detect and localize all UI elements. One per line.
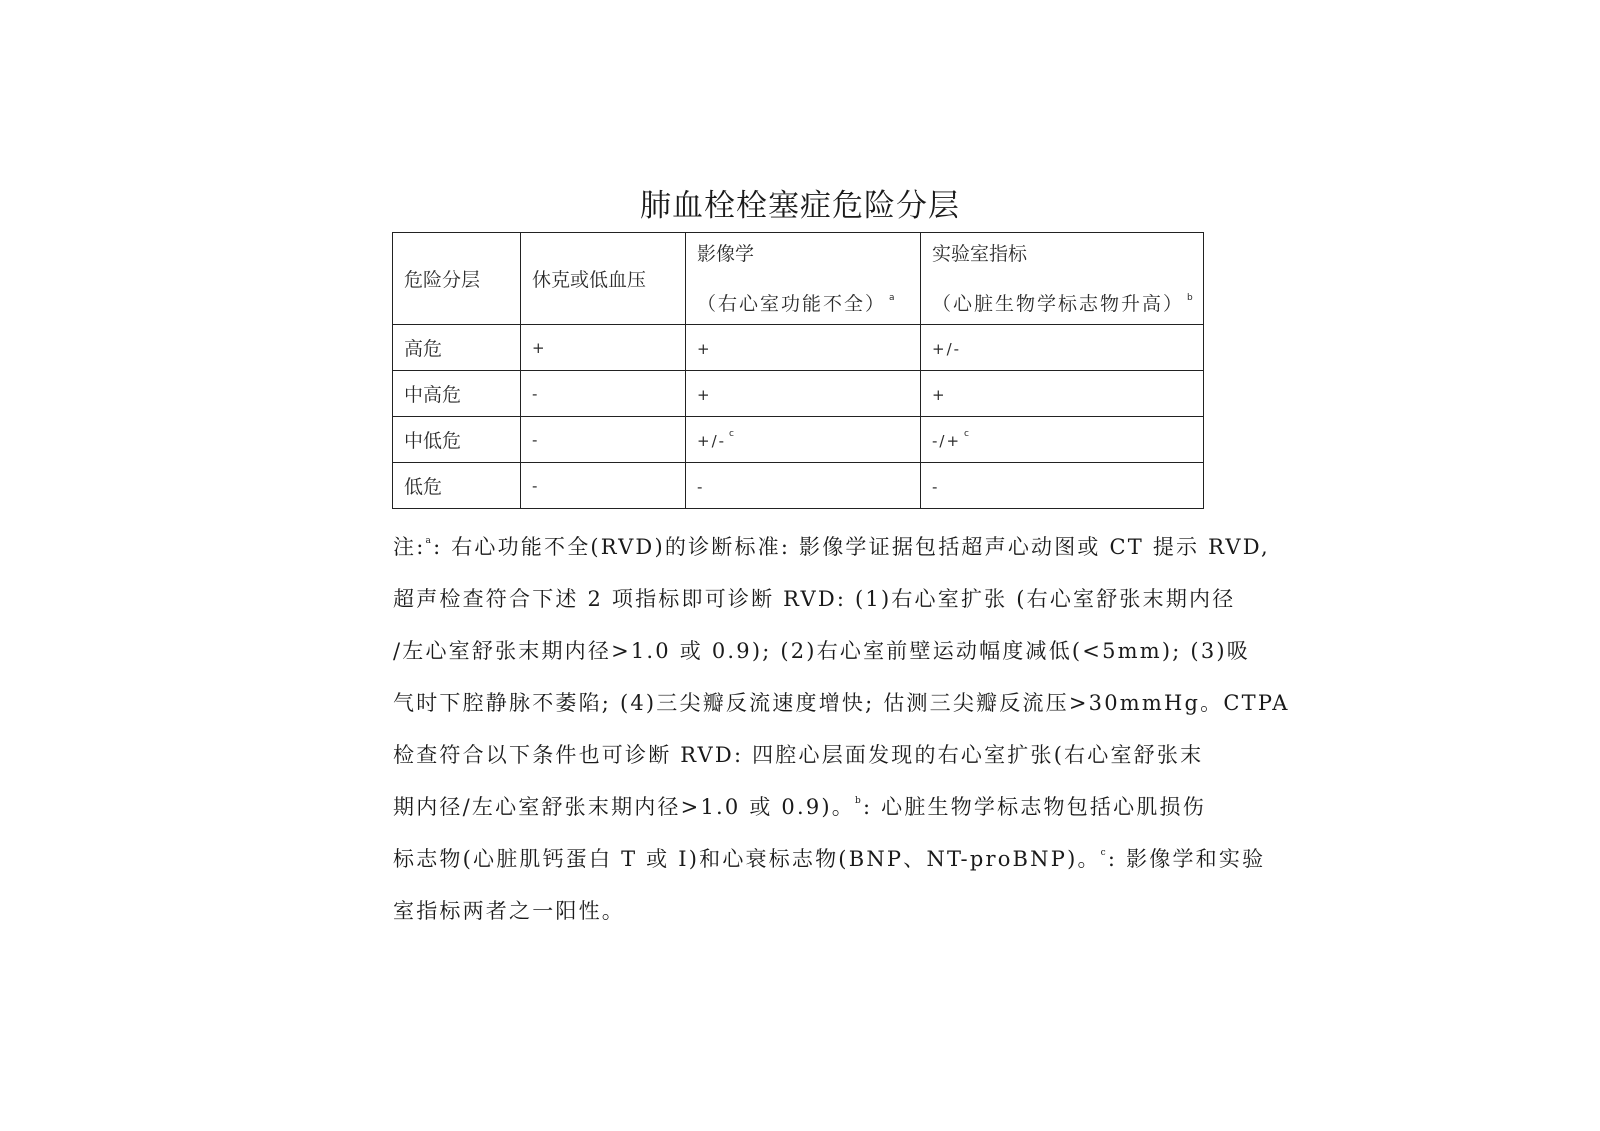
cell-value: -/+ <box>932 432 962 450</box>
header-label: 实验室指标 <box>932 242 1028 265</box>
cell-value: + <box>697 386 712 404</box>
note-text: 超声检查符合下述 2 项指标即可诊断 RVD: (1)右心室扩张 (右心室舒张末期内径 <box>393 587 1236 611</box>
note-text: 期内径/左心室舒张末期内径>1.0 或 0.9)。 <box>393 795 856 819</box>
footnote-marker: a <box>425 536 434 546</box>
cell-shock: - <box>521 417 686 463</box>
header-label: 影像学 <box>697 242 755 265</box>
note-text: 标志物(心脏肌钙蛋白 T 或 I)和心衰标志物(BNP、NT-proBNP)。 <box>393 847 1101 871</box>
note-text: : 影像学和实验 <box>1107 847 1266 871</box>
table-header-row <box>393 233 1204 325</box>
table-row <box>393 417 1204 463</box>
footnote-marker: b <box>855 796 863 806</box>
note-line <box>393 674 1290 726</box>
cell-risk-level: 中低危 <box>393 417 521 463</box>
risk-stratification-table <box>392 232 1204 509</box>
table-notes <box>393 518 1290 934</box>
cell-lab <box>921 417 1204 463</box>
note-text: 气时下腔静脉不萎陷; (4)三尖瓣反流速度增快; 估测三尖瓣反流压>30mmHg。CTPA <box>393 691 1290 715</box>
cell-shock: - <box>521 371 686 417</box>
header-label: 休克或低血压 <box>532 269 647 291</box>
cell-risk-level: 高危 <box>393 325 521 371</box>
cell-value: +/- <box>697 432 727 450</box>
header-lab <box>921 233 1204 325</box>
table-row <box>393 371 1204 417</box>
cell-lab <box>921 463 1204 509</box>
header-sublabel-text: （心脏生物学标志物升高） <box>932 292 1185 315</box>
note-line <box>393 830 1266 882</box>
cell-shock: + <box>521 325 686 371</box>
cell-lab <box>921 371 1204 417</box>
note-text: : 右心功能不全(RVD)的诊断标准: 影像学证据包括超声心动图或 CT 提示 RVD, <box>433 535 1270 559</box>
note-text: 注: <box>393 535 426 559</box>
table-row <box>393 463 1204 509</box>
header-sublabel <box>697 286 920 316</box>
cell-value: - <box>932 478 940 496</box>
cell-imaging <box>686 463 921 509</box>
note-line <box>393 882 1213 934</box>
note-line <box>393 518 1270 570</box>
header-imaging <box>686 233 921 325</box>
cell-value: + <box>697 340 712 358</box>
note-text: /左心室舒张末期内径>1.0 或 0.9); (2)右心室前壁运动幅度减低(<5mm); (3)吸 <box>393 639 1250 663</box>
note-line <box>393 622 1250 674</box>
note-text: 室指标两者之一阳性。 <box>393 899 625 923</box>
footnote-marker: c <box>729 429 736 439</box>
footnote-marker: c <box>964 429 971 439</box>
footnote-marker: c <box>1100 848 1108 858</box>
note-text: : 心脏生物学标志物包括心肌损伤 <box>862 795 1206 819</box>
cell-imaging <box>686 325 921 371</box>
header-risk-level <box>393 233 521 325</box>
header-sublabel <box>932 286 1203 316</box>
cell-value: + <box>932 386 947 404</box>
footnote-marker: b <box>1187 292 1195 303</box>
cell-shock: - <box>521 463 686 509</box>
cell-risk-level: 中高危 <box>393 371 521 417</box>
note-line <box>393 570 1236 622</box>
cell-value: +/- <box>932 340 962 358</box>
cell-risk-level: 低危 <box>393 463 521 509</box>
cell-imaging <box>686 417 921 463</box>
header-label: 危险分层 <box>404 269 481 291</box>
cell-value: - <box>697 478 705 496</box>
page-title: 肺血栓栓塞症危险分层 <box>640 188 960 224</box>
note-line <box>393 726 1213 778</box>
note-text: 检查符合以下条件也可诊断 RVD: 四腔心层面发现的右心室扩张(右心室舒张末 <box>393 743 1204 767</box>
header-shock <box>521 233 686 325</box>
table-row <box>393 325 1204 371</box>
header-sublabel-text: （右心室功能不全） <box>697 292 887 315</box>
cell-lab <box>921 325 1204 371</box>
footnote-marker: a <box>889 292 897 303</box>
cell-imaging <box>686 371 921 417</box>
note-line <box>393 778 1213 830</box>
